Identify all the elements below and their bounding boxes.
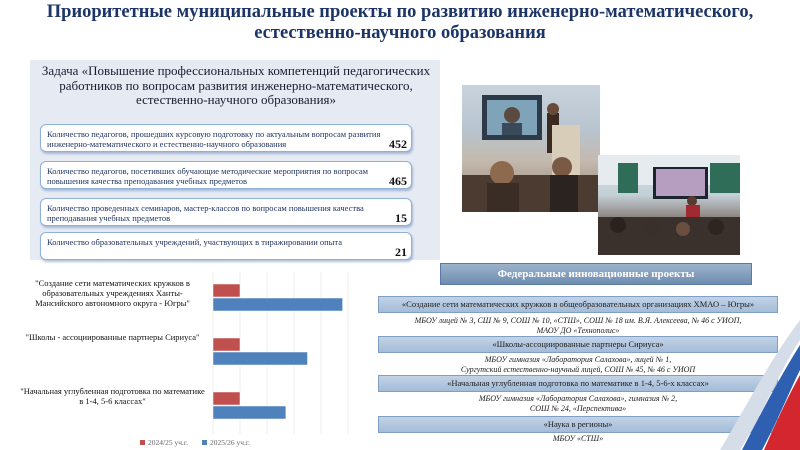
schools-line: Сургутский естественно-научный лицей, СОШ № 45, № 46 с УИОП <box>460 364 696 374</box>
projects-bar-chart <box>20 262 365 447</box>
federal-project-schools <box>378 434 778 444</box>
bar-2024-25-0 <box>213 284 240 297</box>
legend-label: 2024/25 уч.г. <box>148 438 188 447</box>
stat-value: 465 <box>389 174 407 188</box>
schools-line: МБОУ «СТШ» <box>552 434 604 443</box>
slide-title-line-2: естественно-научного образования <box>254 23 546 43</box>
schools-line: МАОУ ДО «Технополис» <box>536 325 620 335</box>
category-label: "Создание сети математических кружков в образовательных учреждениях Ханты-Мансийского автономного округа - Югры" <box>35 278 190 308</box>
stat-value: 15 <box>395 211 407 225</box>
federal-project-schools <box>378 355 778 374</box>
slide-title-line-1: Приоритетные муниципальные проекты по развитию инженерно-математического, <box>46 2 754 22</box>
bar-2025-26-0 <box>213 298 343 311</box>
legend-swatch <box>202 440 207 445</box>
task-title: Задача «Повышение профессиональных компетенций педагогических работников по вопросам развития инженерно-математического, естественно-научного образования» <box>41 63 431 107</box>
category-label: "Начальная углубленная подготовка по математике в 1-4, 5-6 классах" <box>20 386 205 406</box>
stat-card-events <box>40 161 412 189</box>
stat-card-seminars <box>40 198 412 226</box>
federal-projects-header: Федеральные инновационные проекты <box>440 263 752 285</box>
bar-2024-25-2 <box>213 392 240 405</box>
stat-label: Количество педагогов, прошедших курсовую подготовку по актуальным вопросам развития инженерно-математического и естественно-научного образования <box>47 129 381 149</box>
legend-swatch <box>140 440 145 445</box>
classroom-photo-1-drawing <box>462 85 600 212</box>
federal-project-bar-primary-math: «Начальная углубленная подготовка по математике в 1-4, 5-6-х классах» <box>378 375 778 392</box>
bar-2025-26-2 <box>213 406 286 419</box>
bar-2025-26-1 <box>213 352 308 365</box>
federal-project-bar-math-circles: «Создание сети математических кружков в общеобразовательных организациях ХМАО – Югры» <box>378 296 778 313</box>
legend-label: 2025/26 уч.г. <box>210 438 250 447</box>
stat-label: Количество образовательных учреждений, участвующих в тиражировании опыта <box>47 237 342 247</box>
stat-card-courses <box>40 124 412 152</box>
classroom-photo-2 <box>598 155 740 255</box>
schools-line: МБОУ гимназия «Лаборатория Салахова», лицей № 1, <box>484 355 672 364</box>
schools-line: МБОУ лицей № 3, СШ № 9, СОШ № 10, «СТШ», СОШ № 18 им. В.Я. Алексеева, № 46 с УИОП, <box>414 316 742 325</box>
classroom-photo-1 <box>462 85 600 212</box>
schools-line: СОШ № 24, «Перспектива» <box>529 403 627 413</box>
category-label: "Школы - ассоциированные партнеры Сириуса" <box>25 332 200 342</box>
stat-value: 452 <box>389 137 407 151</box>
federal-project-bar-sirius: «Школы-ассоциированные партнеры Сириуса» <box>378 336 778 353</box>
federal-project-bar-science: «Наука в регионы» <box>378 416 778 433</box>
stat-value: 21 <box>395 245 407 259</box>
stat-label: Количество педагогов, посетивших обучающие методические мероприятия по вопросам повышения качества преподавания учебных предметов <box>47 166 369 186</box>
russian-flag-ribbon <box>720 320 800 450</box>
stat-card-institutions <box>40 232 412 260</box>
federal-project-schools <box>378 316 778 335</box>
stat-label: Количество проведенных семинаров, мастер-классов по вопросам повышения качества преподавания учебных предметов <box>47 203 364 223</box>
federal-project-schools <box>378 394 778 413</box>
classroom-photo-2-drawing <box>598 155 740 255</box>
bar-2024-25-1 <box>213 338 240 351</box>
slide-title <box>0 2 800 44</box>
schools-line: МБОУ гимназия «Лаборатория Салахова», гимназия № 2, <box>478 394 678 403</box>
